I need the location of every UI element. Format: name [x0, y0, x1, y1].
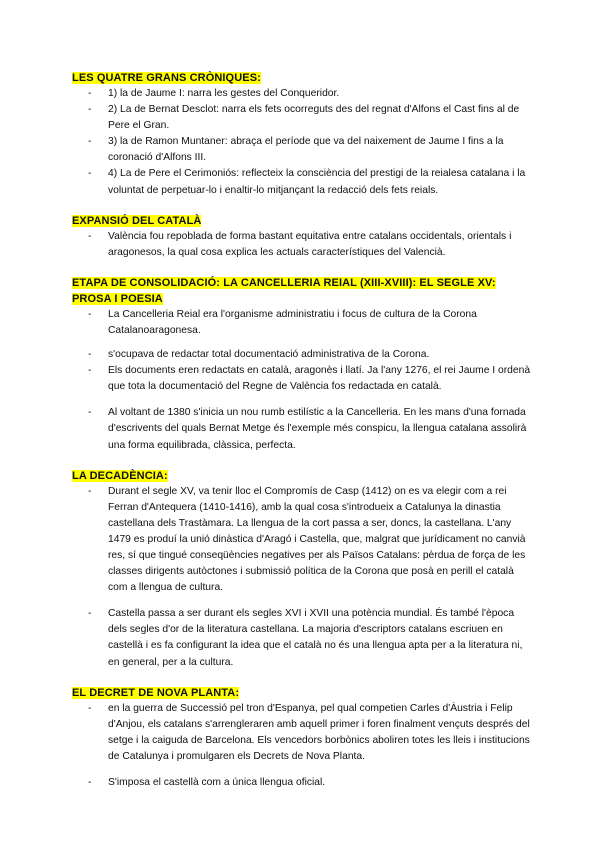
list-item: - La Cancelleria Reial era l'organisme administratiu i focus de cultura de la Corona Catalanoaragonesa. — [72, 307, 532, 339]
bullet-list — [72, 701, 532, 791]
bullet-list — [72, 86, 532, 199]
section-heading: EL DECRET DE NOVA PLANTA: — [72, 686, 240, 699]
section-heading: EXPANSIÓ DEL CATALÀ — [72, 214, 202, 227]
section-heading: LES QUATRE GRANS CRÒNIQUES: — [72, 72, 261, 84]
section-heading: ETAPA DE CONSOLIDACIÓ: LA CANCELLERIA REIAL (XIII-XVIII): EL SEGLE XV: PROSA I POESIA — [72, 276, 496, 305]
section-cronqiues — [72, 70, 532, 86]
list-item: - Castella passa a ser durant els segles XVI i XVII una potència mundial. És també l'època dels segles d'or de la literatura castellana. La majoria d'escriptors catalans escriuen en castellà i es fa configurant la idea que el català no és una llengua apta per a la literatura ni, en general, per a la cultura. — [72, 606, 532, 670]
list-item: - Al voltant de 1380 s'inicia un nou rumb estilístic a la Cancelleria. En les mans d'una fornada d'escrivents del quals Bernat Metge és l'exemple més conspicu, la llengua catalana assolirà una forma equilibrada, clàssica, perfecta. — [72, 405, 532, 453]
list-item: - en la guerra de Successió pel tron d'Espanya, pel qual competien Carles d'Àustria i Felip d'Anjou, els catalans s'arrenglerаren amb aquell primer i foren finalment vençuts després del setge i la caiguda de Barcelona. Els vencedors borbònics aboliren totes les lleis i institucions de Catalunya i promulgaren els Decrets de Nova Planta. — [72, 701, 532, 765]
list-item: - València fou repoblada de forma bastant equitativa entre catalans occidentals, orientals i aragonesos, la qual cosa explica les actuals característiques del Valencià. — [72, 229, 532, 261]
list-item: - 2) La de Bernat Desclot: narra els fets ocorreguts des del regnat d'Alfons el Cast fins al de Pere el Gran. — [72, 102, 532, 134]
list-item: - s'ocupava de redactar total documentació administrativa de la Corona. — [72, 347, 532, 363]
list-item: - 3) la de Ramon Muntaner: abraça el període que va del naixement de Jaume I fins a la coronació d'Alfons III. — [72, 134, 532, 166]
bullet-list — [72, 484, 532, 671]
list-item: - S'imposa el castellà com a única llengua oficial. — [72, 775, 532, 791]
document-page — [72, 70, 532, 791]
list-item: - 4) La de Pere el Cerimoniós: reflecteix la consciència del prestigi de la reialesa catalana i la voluntat de perpetuar-lo i enaltir-lo mitjançant la redacció dels fets reials. — [72, 166, 532, 198]
list-item: - Els documents eren redactats en català, aragonès i llatí. Ja l'any 1276, el rei Jaume I ordenà que tota la documentació del Regne de València fos redactada en català. — [72, 363, 532, 395]
list-item: - 1) la de Jaume I: narra les gestes del Conqueridor. — [72, 86, 532, 102]
bullet-list — [72, 307, 532, 454]
section-consolidacio — [72, 275, 532, 307]
section-heading: LA DECADÈNCIA: — [72, 469, 168, 482]
bullet-list — [72, 229, 532, 261]
section-expansio — [72, 213, 532, 229]
section-decadencia — [72, 468, 532, 484]
list-item: - Durant el segle XV, va tenir lloc el Compromís de Casp (1412) on es va elegir com a rei Ferran d'Antequera (1410-1416), amb la qual cosa s'introdueix a Catalunya la dinastia castellana dels Trastàmara. La llengua de la cort passa a ser, doncs, la castellana. L'any 1479 es produí la unió dinàstica d'Aragó i Castella, que, malgrat que jurídicament no canvià res, sí que tingué conseqüències negatives per als Països Catalans: pèrdua de força de les classes dirigents autòctones i submissió política de la Corona que posà en perill el català com a llengua de cultura. — [72, 484, 532, 597]
section-nova-planta — [72, 685, 532, 701]
